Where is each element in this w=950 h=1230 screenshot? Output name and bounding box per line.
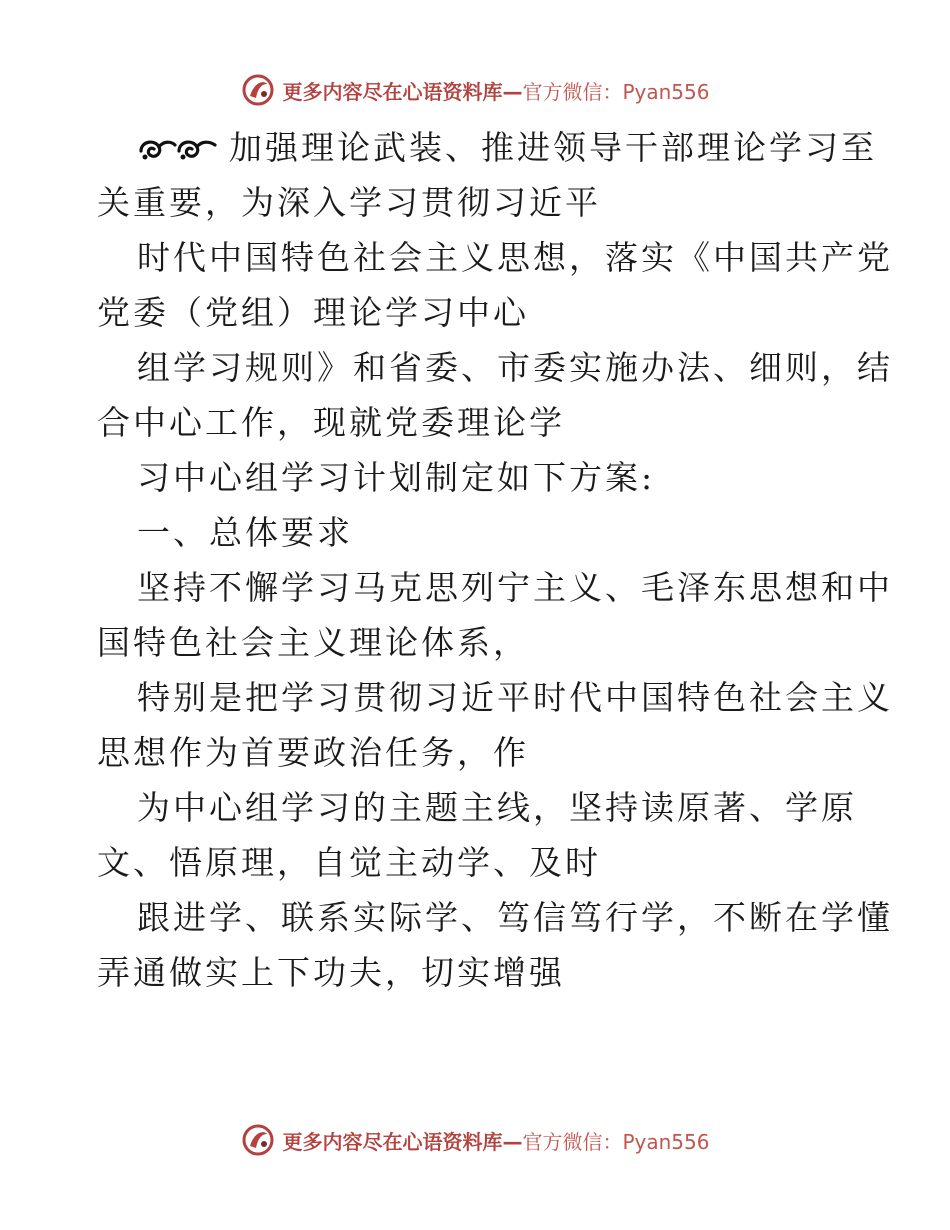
paragraph-line: 习中心组学习计划制定如下方案:	[137, 458, 656, 497]
header-banner	[240, 72, 709, 108]
brand-logo-icon	[240, 72, 276, 108]
paragraph-line: 弄通做实上下功夫，切实增强	[97, 953, 565, 992]
footer-banner-text	[282, 1126, 709, 1155]
paragraph-line: 党委（党组）理论学习中心	[97, 293, 529, 332]
paragraph-line	[97, 120, 877, 175]
paragraph-line: 组学习规则》和省委、市委实施办法、细则，结	[137, 348, 893, 387]
header-banner-text	[282, 76, 709, 105]
paragraph-line: 思想作为首要政治任务，作	[97, 733, 529, 772]
page-footer	[0, 1120, 950, 1160]
paragraph-line: 合中心工作，现就党委理论学	[97, 403, 565, 442]
header-banner-wechat: 官方微信：Pyan556	[522, 79, 710, 104]
footer-banner	[240, 1122, 709, 1158]
decorative-ornament-icon	[137, 133, 219, 163]
paragraph-line: 为中心组学习的主题主线，坚持读原著、学原	[137, 788, 857, 827]
paragraph-line: 国特色社会主义理论体系，	[97, 623, 529, 662]
paragraph-line: 关重要，为深入学习贯彻习近平	[97, 183, 601, 222]
paragraph-line: 特别是把学习贯彻习近平时代中国特色社会主义	[137, 678, 893, 717]
brand-logo-icon	[240, 1122, 276, 1158]
footer-banner-site: 更多内容尽在心语资料库—	[282, 1129, 523, 1154]
footer-banner-wechat: 官方微信：Pyan556	[522, 1129, 710, 1154]
paragraph-line: 跟进学、联系实际学、笃信笃行学，不断在学懂	[137, 898, 893, 937]
paragraph-line: 文、悟原理，自觉主动学、及时	[97, 843, 601, 882]
paragraph-line: 坚持不懈学习马克思列宁主义、毛泽东思想和中	[137, 568, 893, 607]
paragraph-line: 时代中国特色社会主义思想，落实《中国共产党	[137, 238, 893, 277]
section-heading: 一、总体要求	[137, 513, 353, 552]
line-text: 加强理论武装、推进领导干部理论学习至	[229, 128, 877, 167]
header-banner-site: 更多内容尽在心语资料库—	[282, 79, 523, 104]
page-header	[0, 70, 950, 110]
document-body	[97, 120, 893, 1000]
